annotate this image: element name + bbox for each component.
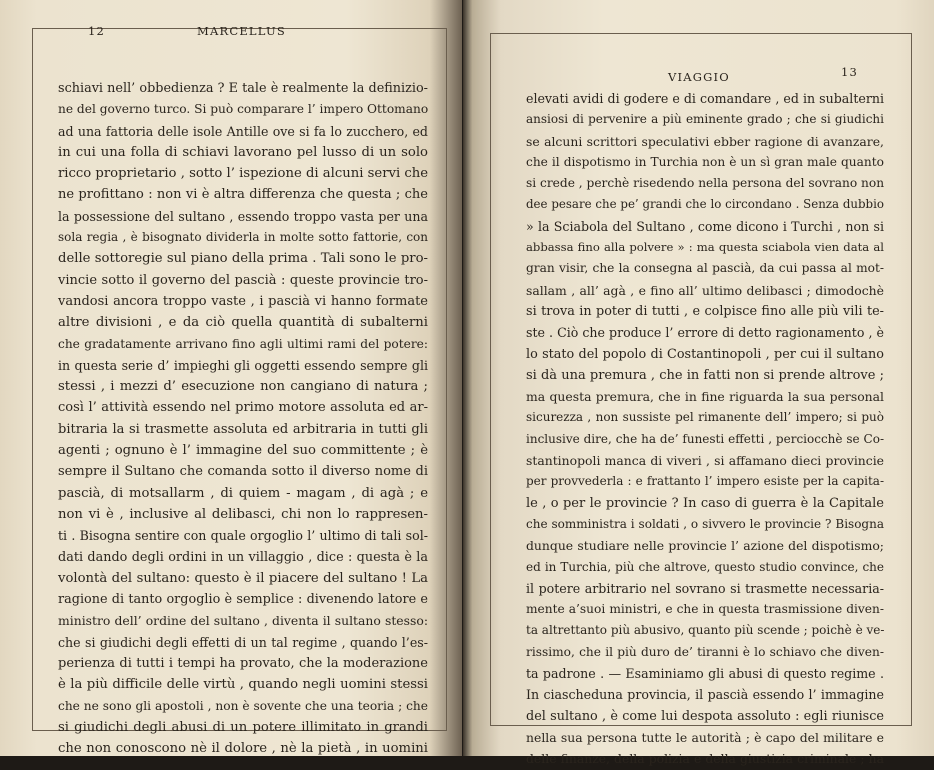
text-line: è la più difficile delle virtù , quando negli uomini stessi xyxy=(58,677,428,693)
text-line: altre divisioni , e da ciò quella quantità di subalterni xyxy=(58,315,428,331)
text-line: stessi , i mezzi d’ esecuzione non cangiano di natura ; xyxy=(58,379,428,395)
text-line: ed in Turchia, più che altrove, questo studio convince, che xyxy=(526,559,884,574)
text-line: si crede , perchè risedendo nella persona del sovrano non xyxy=(526,176,885,191)
text-line: del sultano , è come lui despota assoluto : egli riunisce xyxy=(526,708,884,724)
text-line: che ne sono gli apostoli , non è sovente che una teoria ; che xyxy=(58,698,428,713)
text-line: volontà del sultano: questo è il piacere del sultano ! La xyxy=(58,570,428,586)
text-line: vincie sotto il governo del pascià : queste provincie tro- xyxy=(58,272,428,288)
text-line: sallam , all’ agà , e fino all’ ultimo delibasci ; dimodochè xyxy=(526,282,884,298)
text-line: ma questa premura, che in fine riguarda la sua personal xyxy=(526,389,884,405)
text-line: sicurezza , non sussiste pel rimanente dell’ impero; si può xyxy=(526,410,884,425)
text-line: ne profittano : non vi è altra differenza che questa ; che xyxy=(58,187,428,203)
text-line: delle finanze, della polizia e della giustizia criminale ; ha xyxy=(526,751,884,767)
right-page-body xyxy=(526,88,884,770)
text-line: dee pesare che pe’ grandi che lo circondano . Senza dubbio xyxy=(526,197,884,212)
right-running-title: VIAGGIO xyxy=(668,70,730,84)
text-line: lo stato del popolo di Costantinopoli , per cui il sultano xyxy=(526,346,884,362)
text-line: pascià, di motsallarm , di quiem - magam , di agà ; e xyxy=(58,485,428,501)
text-line: si giudichi degli abusi di un potere illimitato in grandi xyxy=(58,719,428,735)
right-page xyxy=(463,0,934,767)
text-line: perienza di tutti i tempi ha provato, che la moderazione xyxy=(58,656,428,672)
text-line: ta padrone . — Esaminiamo gli abusi di questo regime . xyxy=(526,666,884,682)
text-line: il potere arbitrario nel sovrano si trasmette necessaria- xyxy=(526,580,884,596)
text-line: In ciascheduna provincia, il pascià essendo l’ immagine xyxy=(526,687,884,703)
text-line: ansiosi di pervenire a più eminente grado ; che si giudichi xyxy=(526,112,884,127)
text-line: ad una fattoria delle isole Antille ove si fa lo zucchero, ed xyxy=(58,123,428,139)
text-line: ti . Bisogna sentire con quale orgoglio l’ ultimo di tali sol- xyxy=(58,528,428,544)
text-line: che gradatamente arrivano fino agli ultimi rami del potere: xyxy=(58,336,428,351)
text-line: » la Sciabola del Sultano , come dicono i Turchi , non si xyxy=(526,218,884,234)
text-line: schiavi nell’ obbedienza ? E tale è realmente la definizio- xyxy=(58,81,428,96)
text-line: che il dispotismo in Turchia non è un sì gran male quanto xyxy=(526,154,884,169)
text-line: sola regia , è bisognato dividerla in molte sotto fattorie, con xyxy=(58,230,428,245)
text-line: per provvederla : e frattanto l’ impero esiste per la capita- xyxy=(526,474,884,489)
right-page-number: 13 xyxy=(841,65,859,79)
left-page xyxy=(0,0,462,756)
text-line: in cui una folla di schiavi lavorano pel lusso di un solo xyxy=(58,144,428,160)
text-line: ricco proprietario , sotto l’ ispezione di alcuni servi che xyxy=(58,166,429,182)
text-line: ne del governo turco. Si può comparare l’ impero Ottomano xyxy=(58,102,429,117)
left-running-title: MARCELLUS xyxy=(197,24,286,38)
text-line: si dà una premura , che in fatti non si prende altrove ; xyxy=(526,367,884,383)
text-line: la possessione del sultano , essendo troppo vasta per una xyxy=(58,208,428,224)
text-line: vandosi ancora troppo vaste , i pascià vi hanno formate xyxy=(58,293,428,309)
text-line: stantinopoli manca di viveri , si affamano dieci provincie xyxy=(526,453,884,469)
text-line: che somministra i soldati , o sivvero le provincie ? Bisogna xyxy=(526,516,884,531)
text-line: che si giudichi degli effetti di un tal regime , quando l’es- xyxy=(58,634,428,650)
text-line: così l’ attività essendo nel primo motore assoluta ed ar- xyxy=(58,400,428,416)
text-line: ta altrettanto più abusivo, quanto più scende ; poichè è ve- xyxy=(526,623,885,638)
text-line: si trova in poter di tutti , e colpisce fino alle più vili te- xyxy=(526,303,884,319)
text-line: abbassa fino alla polvere » : ma questa sciabola vien data al xyxy=(526,240,884,255)
text-line: elevati avidi di godere e di comandare , ed in subalterni xyxy=(526,91,884,106)
text-line: delle sottoregie sul piano della prima . Tali sono le pro- xyxy=(58,251,428,267)
text-line: ministro dell’ ordine del sultano , diventa il sultano stesso: xyxy=(58,613,428,629)
text-line: inclusive dire, che ha de’ funesti effetti , perciocchè se Co- xyxy=(526,431,884,446)
text-line: che non conoscono nè il dolore , nè la pietà , in uomini xyxy=(58,741,428,757)
left-page-body xyxy=(58,78,428,760)
text-line: rissimo, che il più duro de’ tiranni è lo schiavo che diven- xyxy=(526,644,884,659)
text-line: sempre il Sultano che comanda sotto il diverso nome di xyxy=(58,464,428,480)
left-page-number: 12 xyxy=(88,24,106,38)
text-line: in questa serie d’ impieghi gli oggetti essendo sempre gli xyxy=(58,357,428,373)
text-line: nella sua persona tutte le autorità ; è capo del militare e xyxy=(526,729,884,745)
text-line: bitraria la si trasmette assoluta ed arbitraria in tutti gli xyxy=(58,421,428,437)
text-line: agenti ; ognuno è l’ immagine del suo committente ; è xyxy=(58,443,428,459)
text-line: ragione di tanto orgoglio è semplice : divenendo latore e xyxy=(58,592,428,608)
text-line: dati dando degli ordini in un villaggio , dice : questa è la xyxy=(58,549,428,565)
text-line: gran visir, che la consegna al pascià, da cui passa al mot- xyxy=(526,261,884,276)
text-line: non vi è , inclusive al delibasci, chi non lo rappresen- xyxy=(58,506,428,522)
text-line: ste . Ciò che produce l’ errore di detto ragionamento , è xyxy=(526,325,884,341)
text-line: se alcuni scrittori speculativi ebber ragione di avanzare, xyxy=(526,133,884,149)
text-line: le , o per le provincie ? In caso di guerra è la Capitale xyxy=(526,495,884,511)
text-line: dunque studiare nelle provincie l’ azione del dispotismo; xyxy=(526,538,884,554)
text-line: mente a’suoi ministri, e che in questa trasmissione diven- xyxy=(526,602,884,617)
